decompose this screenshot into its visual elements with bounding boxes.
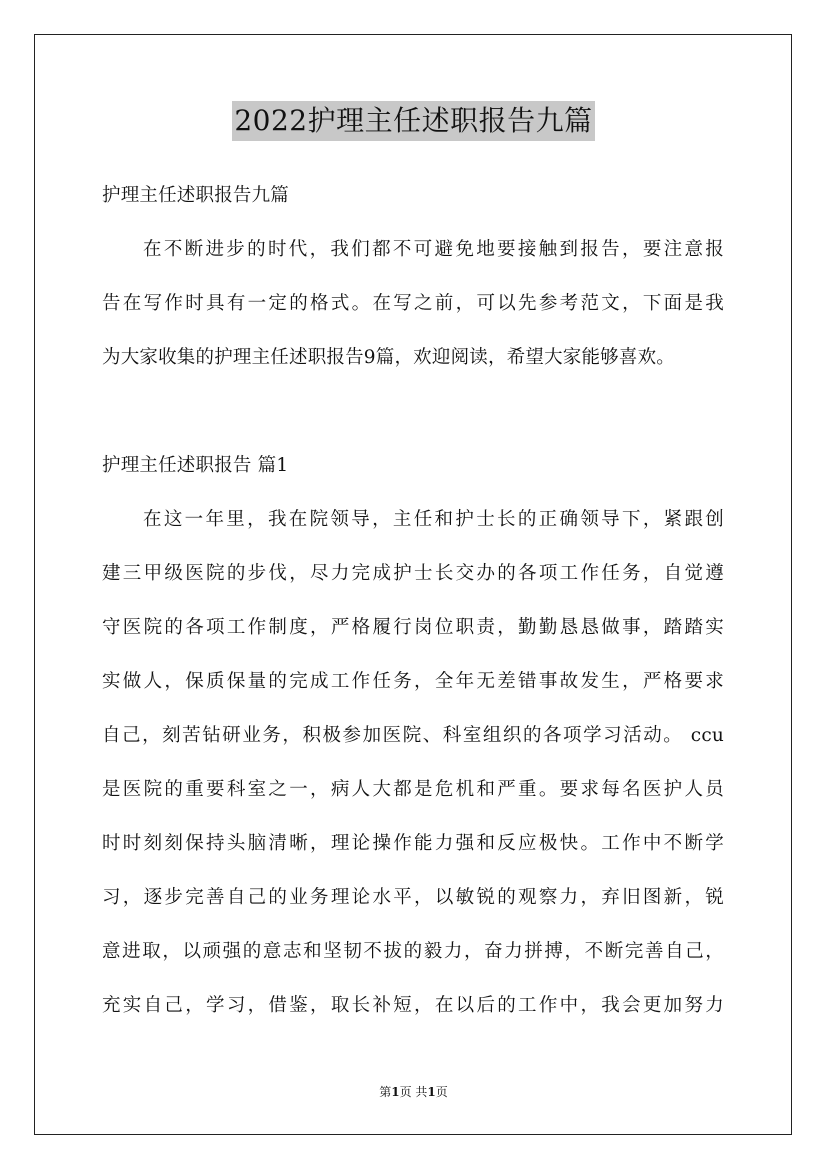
intro-line: 为大家收集的护理主任述职报告9篇，欢迎阅读，希望大家能够喜欢。 — [102, 347, 675, 368]
document-subtitle: 护理主任述职报告九篇 — [102, 185, 290, 206]
body-line: 实做人，保质保量的完成工作任务，全年无差错事故发生，严格要求 — [102, 671, 724, 692]
intro-line: 在不断进步的时代，我们都不可避免地要接触到报告，要注意报 — [143, 239, 724, 260]
body-line: 建三甲级医院的步伐，尽力完成护士长交办的各项工作任务，自觉遵 — [102, 563, 724, 584]
body-line: 习，逐步完善自己的业务理论水平，以敏锐的观察力，弃旧图新，锐 — [102, 887, 724, 908]
footer-page-current: 1 — [391, 1085, 400, 1099]
body-line: 在这一年里，我在院领导，主任和护士长的正确领导下，紧跟创 — [143, 509, 724, 530]
footer-mid: 页 共 — [399, 1085, 428, 1099]
footer-suffix: 页 — [435, 1085, 448, 1099]
body-line: 时时刻刻保持头脑清晰，理论操作能力强和反应极快。工作中不断学 — [102, 833, 724, 854]
body-line: 守医院的各项工作制度，严格履行岗位职责，勤勤恳恳做事，踏踏实 — [102, 617, 724, 638]
document-title: 2022护理主任述职报告九篇 — [232, 101, 594, 141]
body-line: 自己，刻苦钻研业务，积极参加医院、科室组织的各项学习活动。 ccu — [102, 725, 724, 746]
footer-prefix: 第 — [379, 1085, 392, 1099]
section-heading: 护理主任述职报告 篇1 — [102, 455, 289, 476]
page-footer — [0, 1083, 827, 1100]
body-line: 是医院的重要科室之一，病人大都是危机和严重。要求每名医护人员 — [102, 779, 724, 800]
body-line: 意进取，以顽强的意志和坚韧不拔的毅力，奋力拼搏，不断完善自己， — [102, 941, 724, 962]
intro-line: 告在写作时具有一定的格式。在写之前，可以先参考范文，下面是我 — [102, 293, 724, 314]
body-line: 充实自己，学习，借鉴，取长补短，在以后的工作中，我会更加努力 — [102, 995, 724, 1016]
footer-page-total: 1 — [427, 1085, 436, 1099]
title-wrap — [0, 101, 827, 141]
